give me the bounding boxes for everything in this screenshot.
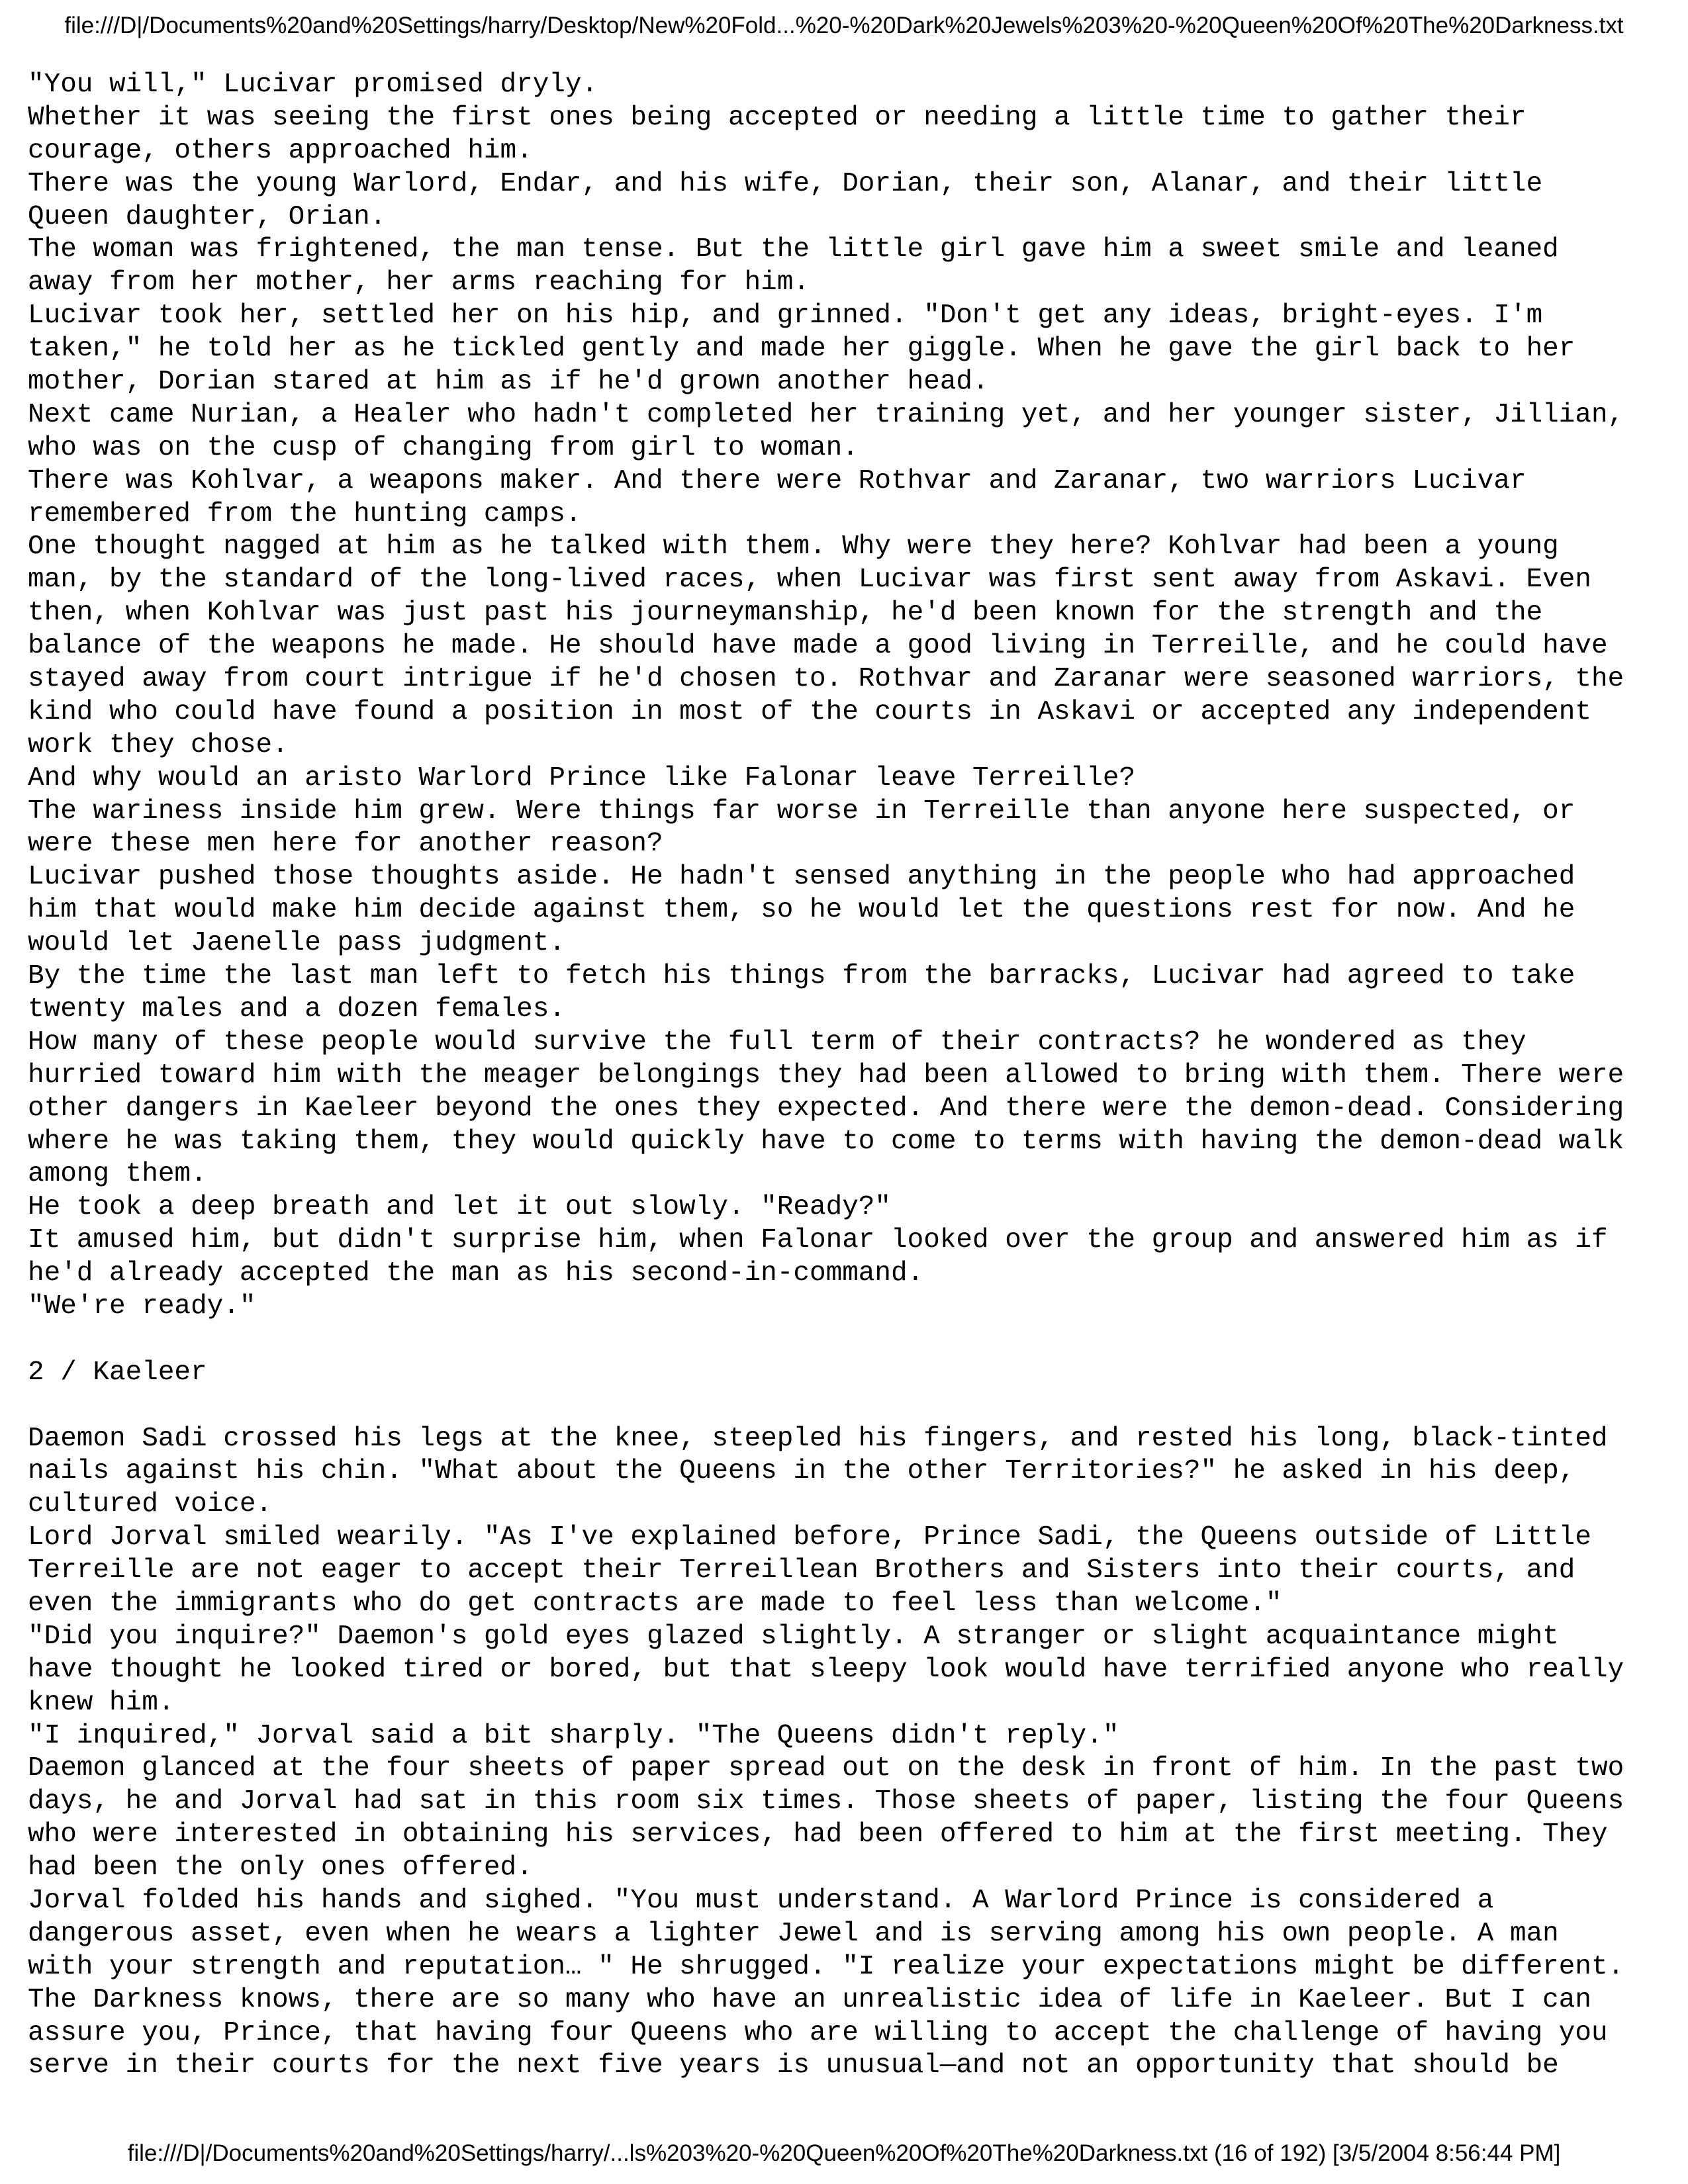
text-line: who were interested in obtaining his services, had been offered to him at the first meeting. They	[28, 1819, 1608, 1850]
page-footer	[0, 2137, 1688, 2170]
header-file-path: file:///D|/Documents%20and%20Settings/harry/Desktop/New%20Fold...%20-%20Dark%20Jewels%203%20-%20Queen%20Of%20The%20Darkness.txt	[64, 13, 1624, 38]
text-line: He took a deep breath and let it out slowly. "Ready?"	[28, 1192, 892, 1223]
text-line: have thought he looked tired or bored, but that sleepy look would have terrified anyone who really	[28, 1654, 1624, 1685]
text-line: he'd already accepted the man as his second-in-command.	[28, 1258, 924, 1289]
text-line: Daemon Sadi crossed his legs at the knee, steepled his fingers, and rested his long, black-tinted	[28, 1423, 1608, 1454]
text-line: balance of the weapons he made. He should have made a good living in Terreille, and he could have	[28, 631, 1608, 662]
text-line: stayed away from court intrigue if he'd chosen to. Rothvar and Zaranar were seasoned warriors, the	[28, 664, 1624, 695]
text-line: would let Jaenelle pass judgment.	[28, 928, 565, 959]
text-line: other dangers in Kaeleer beyond the ones they expected. And there were the demon-dead. Considering	[28, 1093, 1624, 1124]
text-line: How many of these people would survive the full term of their contracts? he wondered as they	[28, 1026, 1526, 1058]
text-line: work they chose.	[28, 729, 289, 760]
text-line: Queen daughter, Orian.	[28, 201, 387, 232]
text-line: Lucivar pushed those thoughts aside. He hadn't sensed anything in the people who had approached	[28, 862, 1575, 893]
text-line: taken," he told her as he tickled gently and made her giggle. When he gave the girl back to her	[28, 334, 1575, 365]
text-line: assure you, Prince, that having four Queens who are willing to accept the challenge of having you	[28, 2017, 1608, 2048]
text-line: were these men here for another reason?	[28, 829, 663, 860]
text-line: man, by the standard of the long-lived races, when Lucivar was first sent away from Askavi. Even	[28, 565, 1591, 596]
page-header	[0, 9, 1688, 42]
text-line: "Did you inquire?" Daemon's gold eyes glazed slightly. A stranger or slight acquaintance might	[28, 1621, 1559, 1652]
text-line: "I inquired," Jorval said a bit sharply. "The Queens didn't reply."	[28, 1720, 1119, 1751]
text-line: Lord Jorval smiled wearily. "As I've explained before, Prince Sadi, the Queens outside of Little	[28, 1522, 1591, 1553]
text-line: Lucivar took her, settled her on his hip, and grinned. "Don't get any ideas, bright-eyes. I'm	[28, 300, 1543, 332]
text-line: among them.	[28, 1159, 207, 1190]
text-line: away from her mother, her arms reaching for him.	[28, 267, 810, 298]
text-line: then, when Kohlvar was just past his journeymanship, he'd been known for the strength and the	[28, 598, 1543, 629]
text-line: kind who could have found a position in most of the courts in Askavi or accepted any independent	[28, 696, 1591, 727]
text-line: 2 / Kaeleer	[28, 1357, 207, 1388]
text-line: hurried toward him with the meager belongings they had been allowed to bring with them. There were	[28, 1060, 1624, 1091]
text-line: Daemon glanced at the four sheets of paper spread out on the desk in front of him. In the past two	[28, 1753, 1624, 1784]
text-line: days, he and Jorval had sat in this room six times. Those sheets of paper, listing the four Queens	[28, 1786, 1624, 1817]
text-line: "You will," Lucivar promised dryly.	[28, 69, 598, 100]
footer-timestamp: [3/5/2004 8:56:44 PM]	[1332, 2140, 1561, 2166]
text-line: dangerous asset, even when he wears a lighter Jewel and is serving among his own people. A man	[28, 1918, 1559, 1949]
text-line: The wariness inside him grew. Were things far worse in Terreille than anyone here suspected, or	[28, 796, 1575, 827]
text-line: It amused him, but didn't surprise him, when Falonar looked over the group and answered him as if	[28, 1225, 1608, 1256]
text-line: There was Kohlvar, a weapons maker. And there were Rothvar and Zaranar, two warriors Lucivar	[28, 465, 1526, 496]
text-line: with your strength and reputation… " He shrugged. "I realize your expectations might be different.	[28, 1951, 1624, 1982]
text-line: One thought nagged at him as he talked with them. Why were they here? Kohlvar had been a young	[28, 531, 1559, 563]
text-line: There was the young Warlord, Endar, and his wife, Dorian, their son, Alanar, and their little	[28, 168, 1543, 199]
text-line: cultured voice.	[28, 1489, 273, 1520]
text-line: By the time the last man left to fetch his things from the barracks, Lucivar had agreed to take	[28, 961, 1575, 992]
text-line: twenty males and a dozen females.	[28, 993, 565, 1024]
text-line: The Darkness knows, there are so many who have an unrealistic idea of life in Kaeleer. But I can	[28, 1984, 1591, 2015]
text-line	[28, 1324, 1663, 1357]
text-line: who was on the cusp of changing from girl to woman.	[28, 432, 859, 463]
text-line: serve in their courts for the next five years is unusual—and not an opportunity that should be	[28, 2050, 1559, 2081]
text-line: courage, others approached him.	[28, 135, 533, 166]
footer-page-info: (16 of 192)	[1213, 2140, 1327, 2166]
text-line: Next came Nurian, a Healer who hadn't completed her training yet, and her younger sister, Jillian,	[28, 399, 1624, 430]
text-line: even the immigrants who do get contracts are made to feel less than welcome."	[28, 1588, 1282, 1619]
text-line	[28, 1390, 1663, 1423]
document-body	[28, 69, 1663, 2083]
text-line: Whether it was seeing the first ones being accepted or needing a little time to gather their	[28, 102, 1526, 133]
footer-file-path: file:///D|/Documents%20and%20Settings/harry/...ls%203%20-%20Queen%20Of%20The%20Darkness.txt	[127, 2140, 1208, 2166]
text-line: mother, Dorian stared at him as if he'd grown another head.	[28, 367, 989, 398]
text-line: remembered from the hunting camps.	[28, 498, 582, 529]
text-line: had been the only ones offered.	[28, 1852, 533, 1884]
text-line: The woman was frightened, the man tense. But the little girl gave him a sweet smile and leaned	[28, 234, 1559, 265]
text-line: Terreille are not eager to accept their Terreillean Brothers and Sisters into their courts, and	[28, 1555, 1575, 1586]
text-line: Jorval folded his hands and sighed. "You must understand. A Warlord Prince is considered a	[28, 1885, 1494, 1916]
text-line: nails against his chin. "What about the Queens in the other Territories?" he asked in his deep,	[28, 1456, 1575, 1487]
text-line: "We're ready."	[28, 1291, 256, 1322]
text-line: him that would make him decide against them, so he would let the questions rest for now. And he	[28, 895, 1575, 926]
text-line: And why would an aristo Warlord Prince like Falonar leave Terreille?	[28, 762, 1136, 794]
text-line: knew him.	[28, 1687, 175, 1718]
text-line: where he was taking them, they would quickly have to come to terms with having the demon-dead walk	[28, 1126, 1624, 1157]
